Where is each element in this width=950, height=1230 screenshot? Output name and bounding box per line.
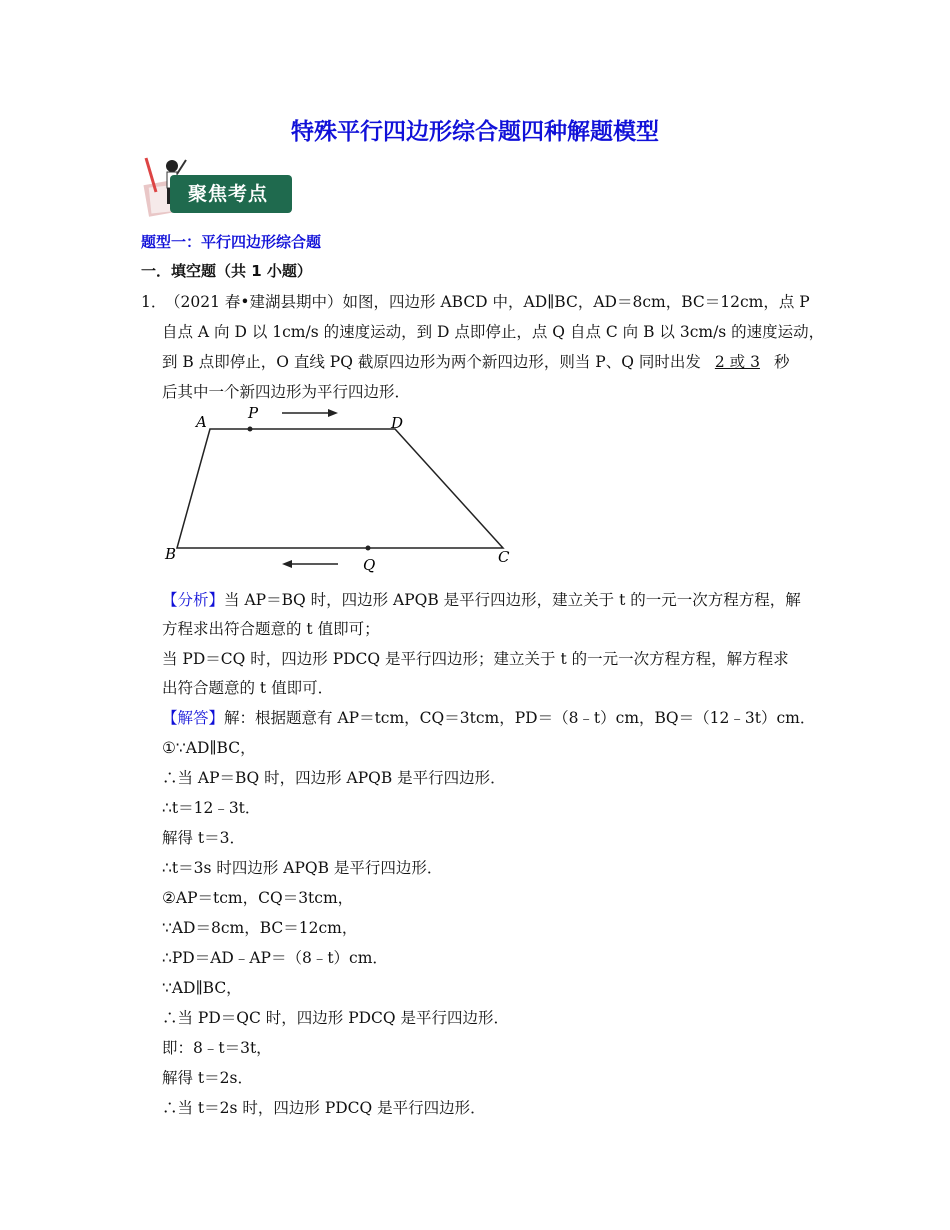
- solution-line: ∴当 t＝2s 时，四边形 PDCQ 是平行四边形．: [162, 1099, 486, 1117]
- question-line-2: 自点 A 向 D 以 1cm/s 的速度运动，到 D 点即停止，点 Q 自点 C 向 B 以 3cm/s 的速度运动，: [162, 323, 825, 341]
- label-p: P: [248, 404, 259, 422]
- question-line-3: [162, 350, 789, 372]
- solution-line: ∵AD∥BC，: [162, 979, 242, 997]
- trapezoid-abcd: [177, 429, 503, 548]
- label-d: D: [391, 414, 404, 432]
- solution-line: ∴t＝12﹣3t．: [162, 799, 261, 817]
- point-p: [248, 427, 253, 432]
- solution-line: ∵AD＝8cm，BC＝12cm，: [162, 919, 358, 937]
- answer-blank: 2 或 3: [714, 353, 760, 371]
- solution-first-line: [162, 706, 815, 728]
- analysis-line-4: 出符合题意的 t 值即可．: [162, 679, 334, 697]
- analysis-text-1: 当 AP＝BQ 时，四边形 APQB 是平行四边形，建立关于 t 的一元一次方程方程，解: [224, 591, 801, 609]
- label-b: B: [165, 545, 177, 563]
- solution-line: 解得 t＝3．: [162, 829, 246, 847]
- arrow-right-icon: [328, 409, 338, 417]
- arrow-left-icon: [282, 560, 292, 568]
- badge-label: 聚焦考点: [188, 183, 269, 205]
- solution-line: ∴PD＝AD﹣AP＝（8﹣t）cm．: [162, 949, 388, 967]
- analysis-line-3: 当 PD＝CQ 时，四边形 PDCQ 是平行四边形；建立关于 t 的一元一次方程方程，解方程求: [162, 650, 789, 668]
- solution-line: ②AP＝tcm，CQ＝3tcm，: [162, 889, 354, 907]
- solution-line: ∴当 AP＝BQ 时，四边形 APQB 是平行四边形．: [162, 769, 506, 787]
- analysis-line-2: 方程求出符合题意的 t 值即可；: [162, 620, 380, 638]
- solution-text-first: 解：根据题意有 AP＝tcm，CQ＝3tcm，PD＝（8﹣t）cm，BQ＝（12﹣3t）cm．: [224, 709, 816, 727]
- solution-line: 解得 t＝2s．: [162, 1069, 253, 1087]
- page-title: 特殊平行四边形综合题四种解题模型: [291, 119, 659, 145]
- section-title: 题型一：平行四边形综合题: [141, 233, 322, 251]
- focus-badge: [140, 152, 292, 218]
- question-line-3-text: 到 B 点即停止，O 直线 PQ 截原四边形为两个新四边形，则当 P、Q 同时出发: [162, 353, 701, 371]
- question-line-3-suffix: 秒: [773, 353, 790, 371]
- question-line-1: （2021 春•建湖县期中）如图，四边形 ABCD 中，AD∥BC，AD＝8cm，BC＝12cm，点 P: [165, 293, 810, 311]
- point-q: [366, 546, 371, 551]
- question-number: 1．: [141, 293, 167, 311]
- label-q: Q: [363, 556, 376, 574]
- analysis-line-1: [162, 588, 801, 610]
- analysis-tag: 【分析】: [162, 591, 225, 609]
- trapezoid-figure: [160, 402, 520, 578]
- label-c: C: [498, 548, 510, 566]
- solution-line: ∴当 PD＝QC 时，四边形 PDCQ 是平行四边形．: [162, 1009, 510, 1027]
- subsection-title: 一．填空题（共 1 小题）: [141, 262, 312, 280]
- solution-line: ①∵AD∥BC，: [162, 739, 256, 757]
- solution-tag: 【解答】: [162, 709, 225, 727]
- label-a: A: [196, 413, 207, 431]
- solution-line: 即：8﹣t＝3t，: [162, 1039, 272, 1057]
- question-line-4: 后其中一个新四边形为平行四边形．: [162, 383, 411, 401]
- solution-line: ∴t＝3s 时四边形 APQB 是平行四边形．: [162, 859, 443, 877]
